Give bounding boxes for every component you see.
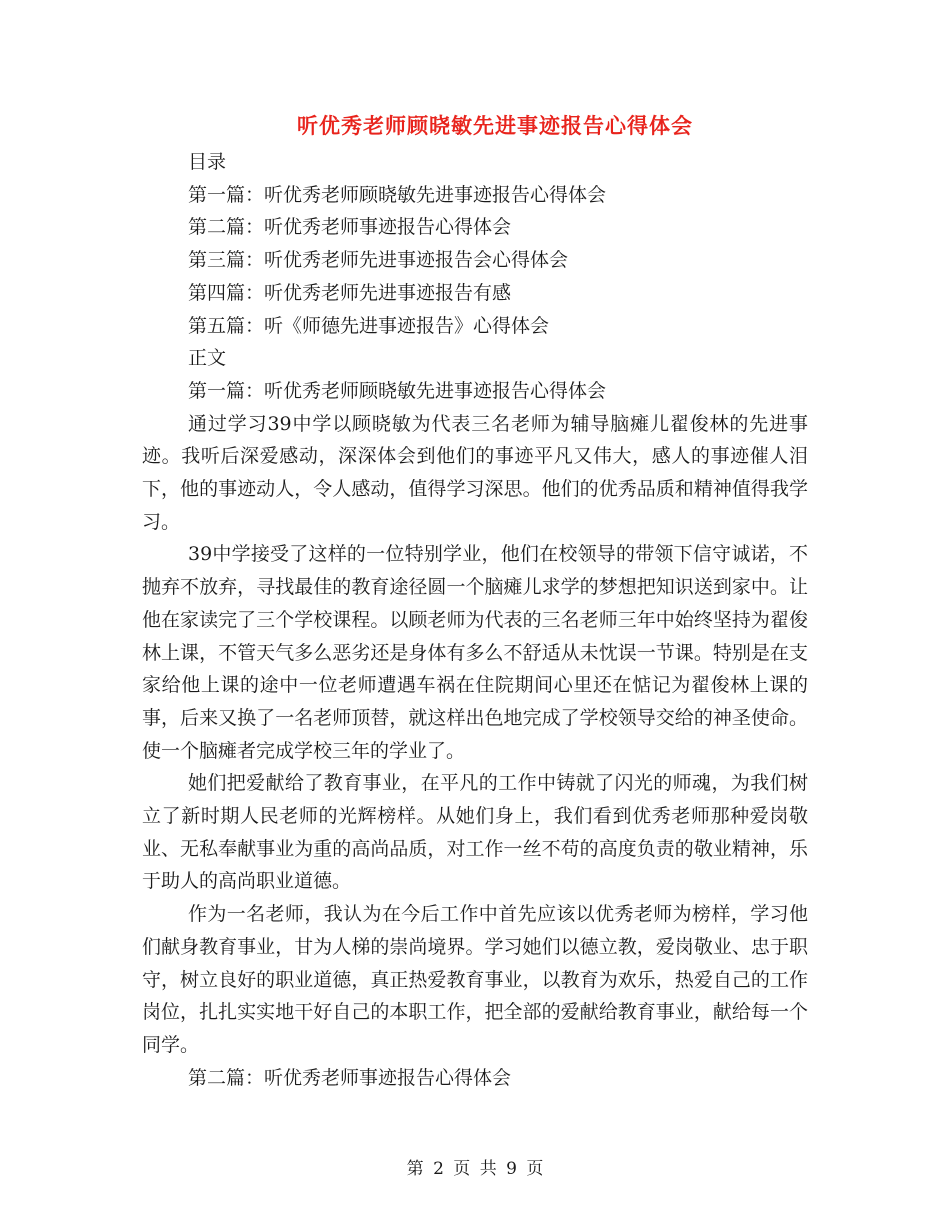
section-heading: 第一篇：听优秀老师顾晓敏先进事迹报告心得体会: [188, 379, 607, 402]
toc-item: 第五篇：听《师德先进事迹报告》心得体会: [188, 314, 550, 337]
toc-item: 第一篇：听优秀老师顾晓敏先进事迹报告心得体会: [188, 183, 607, 206]
paragraph: 39中学接受了这样的一位特别学业，他们在校领导的带领下信守诚诺，不抛弃不放弃，寻找最佳的教育途径圆一个脑瘫儿求学的梦想把知识送到家中。让他在家读完了三个学校课程。以顾老师为代表的三名老师三年中始终坚持为翟俊林上课，不管天气多么恶劣还是身体有多么不舒适从未忱误一节课。特别是在支家给他上课的途中一位老师遭遇车祸在住院期间心里还在惦记为翟俊林上课的事，后来又换了一名老师顶替，就这样出色地完成了学校领导交给的神圣使命。使一个脑瘫者完成学校三年的学业了。: [142, 543, 808, 762]
toc-item: 第三篇：听优秀老师先进事迹报告会心得体会: [188, 249, 569, 272]
paragraph: 通过学习39中学以顾晓敏为代表三名老师为辅导脑瘫儿翟俊林的先进事迹。我听后深爱感动，深深体会到他们的事迹平凡又伟大，感人的事迹催人泪下，他的事迹动人，令人感动，值得学习深思。他们的优秀品质和精神值得我学习。: [142, 412, 808, 533]
paragraph: 作为一名老师，我认为在今后工作中首先应该以优秀老师为榜样，学习他们献身教育事业，甘为人梯的崇尚境界。学习她们以德立教，爱岗敬业、忠于职守，树立良好的职业道德，真正热爱教育事业，以教育为欢乐，热爱自己的工作岗位，扎扎实实地干好自己的本职工作，把全部的爱献给教育事业，献给每一个同学。: [142, 903, 808, 1056]
toc-heading: 目录: [188, 151, 227, 173]
document-body: [142, 146, 808, 1094]
toc-item: 第二篇：听优秀老师事迹报告心得体会: [188, 216, 512, 239]
body-heading: 正文: [188, 347, 227, 370]
toc-item: 第四篇：听优秀老师先进事迹报告有感: [188, 281, 512, 304]
page-number-footer: 第 2 页 共 9 页: [406, 1159, 544, 1179]
paragraph: 她们把爱献给了教育事业，在平凡的工作中铸就了闪光的师魂，为我们树立了新时期人民老师的光辉榜样。从她们身上，我们看到优秀老师那种爱岗敬业、无私奉献事业为重的高尚品质，对工作一丝不苟的高度负责的敬业精神，乐于助人的高尚职业道德。: [142, 772, 808, 893]
document-title: 听优秀老师顾晓敏先进事迹报告心得体会: [297, 113, 693, 138]
section-heading: 第二篇：听优秀老师事迹报告心得体会: [188, 1066, 512, 1089]
